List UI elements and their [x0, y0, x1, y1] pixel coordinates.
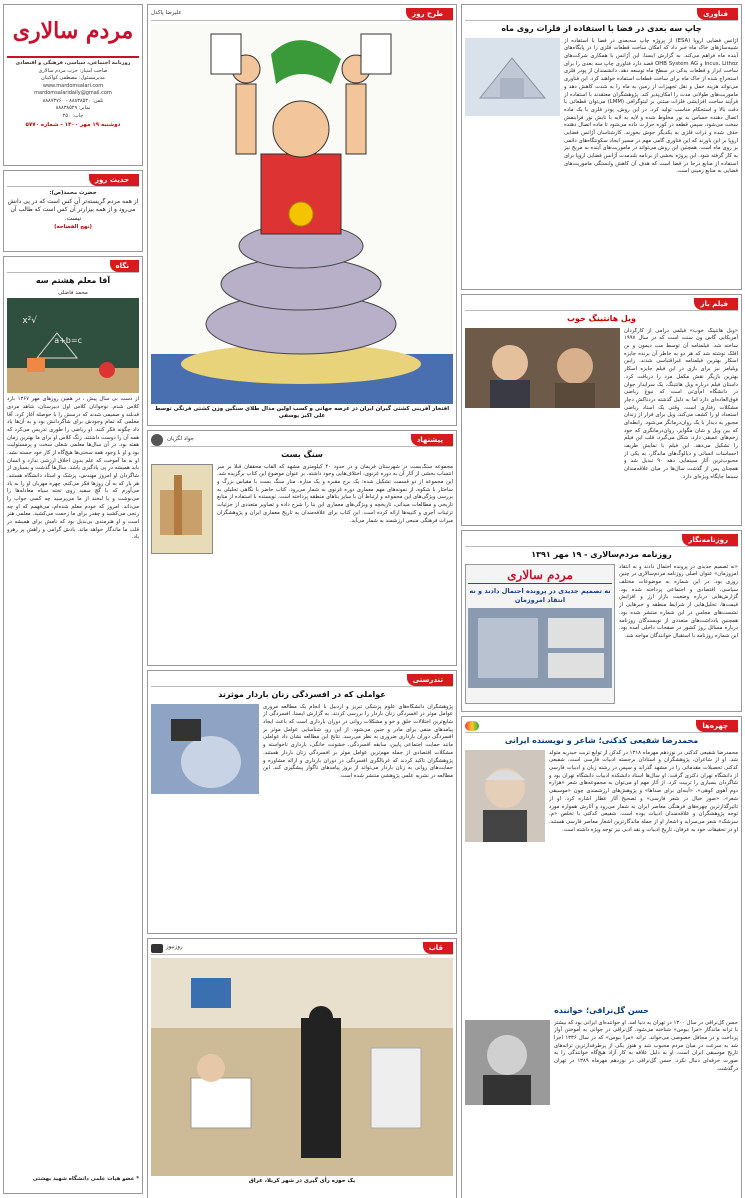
section-tag: تندرستی: [407, 674, 453, 686]
section-tag: حدیث روز: [89, 174, 139, 186]
masthead-line: نمابر: ۸۸۸۳۸۵۲۹: [55, 105, 91, 111]
chalkboard-image: [7, 298, 139, 393]
cartoon-author: علیرضا پاکدل: [151, 10, 182, 17]
right-column: [461, 4, 742, 1198]
photo-caption: یک حوزه رأی گیری در شهر کربلا، عراق: [248, 1178, 356, 1184]
cartoon-box: [147, 4, 457, 426]
person-bio: محمدرضا شفیعی کدکنی در نوزدهم مهرماه ۱۳۱۸ در کدکن از توابع تربت حیدریه متولد شد. او از شاعران، پژوهشگران و استادان برجسته ادبیات فارسی است. شفیعی کدکنی تحصیلات مقدماتی را در مشهد گذراند و سپس در رشته زبان و ادبیات فارسی از دانشگاه تهران دکتری گرفت. او سال‌ها استاد دانشکده ادبیات دانشگاه تهران بود و شاگردان بسیاری را تربیت کرد. از آثار مهم او می‌توان به مجموعه‌های شعر «هزاره دوم آهوی کوهی»، «آینه‌ای برای صداها» و پژوهش‌های ارزشمندی چون «موسیقی شعر»، «صور خیال در شعر فارسی» و تصحیح آثار عطار اشاره کرد. او از تاثیرگذارترین چهره‌های فرهنگی معاصر ایران به شمار می‌رود و آثارش همواره مورد توجه پژوهشگران و علاقه‌مندان ادبیات بوده است. شفیعی کدکنی با تخلص «م. سرشک» شعر می‌سراید و اشعار او از جمله ماندگارترین اشعار معاصر فارسی هستند. او در تحقیقات خود به عرفان، تاریخ ادبیات و نقد ادبی نیز توجه ویژه داشته است.: [549, 749, 738, 833]
newspaper-thumbnail[interactable]: [465, 564, 615, 704]
article-title: آقا معلم هشتم سه: [35, 276, 111, 285]
middle-column: [147, 4, 457, 1198]
thumbnail-logo: مردم سالاری: [468, 567, 612, 584]
article-body: از دست بی سال پیش ، در همین روزهای مهر ۱۳۶۷ بارد کلاس شدم. نوجوانان کلاس اول دبیرستان، شاهد مردی قدبلند و صمیمی شدند که درسش را با حوصله آغاز کرد. آقا معلمی که تمام وجودش برای شاگردانش بود و به آن‌ها یاد داد چگونه فکر کنند. او ریاضی را طوری تدریس می‌کرد که همه آن را دوست داشتند. زنگ کلاس او برای ما بهترین زمان هفته بود. در آن سال‌ها معلمی شغلی سخت و پرمسئولیت بود و او با وجود همه سختی‌ها هیچ‌گاه از کار خود خسته نشد. او به ما آموخت که علم بدون اخلاق ارزشی ندارد و انسان باید همیشه در پی یادگیری باشد. سال‌ها گذشت و بسیاری از شاگردان او امروز مهندس، پزشک و استاد دانشگاه هستند. هر بار که به آن روزها فکر می‌کنم، چهره مهربان او را به یاد می‌آورم که با گچ سفید روی تخته سیاه معادله‌ها را می‌نوشت و با لبخند از ما می‌پرسید چه کسی جواب را می‌داند. امروز که خودم معلم شده‌ام، می‌فهمم که او چه رنجی می‌کشید و چقدر برای ما زحمت می‌کشید. معلمی هنر است و او هنرمندی بی‌بدیل بود که نامش برای همیشه در قلب ما ماندگار خواهد ماند. یادش گرامی و راهش پر رهرو باد.: [7, 396, 139, 541]
wrestler-cartoon-icon: [151, 24, 453, 404]
article-body: «نه تصمیم جدیدی در پرونده احتمال دادند و نه انتقاد امروزمان» عنوان اصلی روزنامه مردم‌سالاری در چنین روزی بود. در این شماره به موضوعات مختلف سیاسی، اقتصادی و اجتماعی پرداخته شده بود. گزارش‌هایی درباره وضعیت بازار ارز و افزایش قیمت‌ها، تحلیل‌هایی از شرایط منطقه و خبرهایی از نشست‌های مجلس در این شماره منتشر شده بود. همچنین یادداشت‌های متعددی از نویسندگان روزنامه درباره مسائل روز کشور در صفحات داخلی آمده بود. این شماره روزنامه با استقبال خوانندگان مواجه شد.: [619, 563, 738, 639]
article-title: ویل هانتینگ خوب: [566, 314, 637, 323]
masthead-logo: مردم سالاری: [7, 8, 139, 58]
roozname-box: [461, 530, 742, 712]
masthead-line: مدیرمسئول: مصطفی کواکبیان: [41, 75, 105, 81]
article-author: محمد فاضلی: [58, 289, 88, 296]
section-tag: طرح روز: [406, 8, 453, 20]
polling-station-photo-icon: [151, 958, 453, 1176]
section-tag: روزنامه‌نگار: [682, 534, 738, 546]
person-title: حسن گل‌نراقی؛ خواننده: [554, 1005, 649, 1015]
negah-box: [3, 256, 143, 1194]
article-author: جواد لگزیان: [167, 436, 194, 443]
article-body: پژوهشگران دانشگاه‌های علوم پزشکی تبریز و اردبیل با انجام یک مطالعه مروری عوامل موثر در افسردگی زنان باردار را بررسی کردند. به گزارش ایسنا، افسردگی از شایع‌ترین اختلالات خلق و خو و مشکلات روانی در دوران بارداری است که باعث ایجاد پیامدهای منفی برای مادر و جنین می‌شود. از این رو، شناسایی عوامل موثر بر افسردگی دوران بارداری ضروری به نظر می‌رسد. نتایج این مطالعه نشان داد عواملی مانند حمایت اجتماعی پایین، سابقه افسردگی، خشونت خانگی، بارداری ناخواسته و مشکلات اقتصادی از جمله مهم‌ترین عوامل موثر بر افسردگی زنان باردار هستند. پژوهشگران تاکید کردند که غربالگری افسردگی در دوران بارداری و ارائه مشاوره و حمایت‌های روانی به زنان باردار می‌تواند از بروز پیامدهای ناگوار پیشگیری کند. این مطالعه در نشریه علمی پژوهشی منتشر شده است.: [263, 703, 453, 779]
film-still-icon: [465, 328, 620, 408]
shafiei-portrait-image: [465, 750, 545, 842]
person-title: محمدرضا شفیعی کدکنی؛ شاعر و نویسنده ایرانی: [504, 736, 699, 745]
article-title: سنگ بست: [281, 450, 323, 459]
hadith-title: حضرت محمد(ص):: [49, 190, 97, 196]
3d-printed-part-icon: [465, 38, 560, 116]
chalkboard-illustration-icon: [7, 298, 139, 393]
article-footer: * عضو هیات علمی دانشگاه شهید بهشتی: [32, 1176, 139, 1183]
masthead-line[interactable]: www.mardomsalari.com: [42, 82, 104, 89]
portrait-icon: [465, 1020, 550, 1105]
cartoon-image: [151, 24, 453, 404]
article-title: چاپ سه بعدی در فضا با استفاده از فلزات روی ماه: [501, 24, 702, 33]
masthead-tagline: روزنامه اجتماعی، سیاسی، فرهنگی و اقتصادی: [15, 60, 131, 66]
hadith-source: (نهج الفصاحه): [54, 223, 92, 230]
thumbnail-photo-icon: [468, 608, 612, 688]
section-tag: فیلم باز: [694, 298, 738, 310]
film-still-image: [465, 328, 620, 408]
masthead-line: چاپ: ۲۵۰: [62, 112, 84, 119]
pregnant-woman-image: [151, 704, 259, 794]
masthead-line: صاحب امتیاز: حزب مردم سالاری: [38, 67, 108, 74]
portrait-icon: [465, 750, 545, 842]
masthead-date: دوشنبه ۱۹ مهر ۱۴۰۰ - شماره ۵۷۷۰: [25, 122, 121, 128]
thumbnail-headline: نه تصمیم جدیدی در پرونده احتمال دادند و نه انتقاد امروزمان: [469, 586, 611, 604]
section-tag: پیشنهاد: [411, 434, 453, 446]
fanavari-box: [461, 4, 742, 290]
section-tag: نگاه: [110, 260, 139, 272]
3d-print-image: [465, 38, 560, 116]
pishnahad-box: [147, 430, 457, 666]
pregnant-woman-icon: [151, 704, 259, 794]
golnaraghi-portrait-image: [465, 1020, 550, 1105]
article-title: عواملی که در افسردگی زنان باردار موثرند: [218, 690, 386, 699]
masthead-line[interactable]: mardomsalaridaily@gmail.com: [34, 90, 112, 96]
person-bio: حسن گل‌نراقی در سال ۱۳۰۰ در تهران به دنیا آمد. او خواننده‌ای ایرانی بود که بیشتر با ترانه ماندگار «مرا ببوس» شناخته می‌شود. گل‌نراقی در جوانی به آموختن آواز پرداخت و در محافل خصوصی می‌خواند. ترانه «مرا ببوس» که در سال ۱۳۳۶ اجرا شد به سرعت در میان مردم محبوب شد و هنوز یکی از پرطرفدارترین ترانه‌های تاریخ موسیقی ایران است. او به دلیل علاقه به کار آزاد هیچ‌گاه خوانندگی را به صورت حرفه‌ای دنبال نکرد. حسن گل‌نراقی در نوزدهم مهرماه ۱۳۸۹ در تهران درگذشت.: [554, 1019, 738, 1072]
masthead: [3, 4, 143, 166]
hadith-text: از همه مردم گریسته‌تر آن کس است که در پی دانش می‌رود و از همه بیزارتر آن کس است که طالب آن نیست.: [7, 197, 139, 223]
photo-credit: روزنیوز: [166, 944, 183, 951]
chehreha-box: [461, 716, 742, 1198]
svg-text:√x²: √x²: [22, 316, 37, 327]
section-tag: فناوری: [697, 8, 738, 20]
hadith-box: [3, 170, 143, 252]
color-ribbon-icon: [465, 721, 479, 731]
section-tag: چهره‌ها: [696, 720, 738, 732]
tandorosti-box: [147, 670, 457, 934]
svg-text:a+b=c: a+b=c: [54, 336, 82, 346]
book-cover-icon: [151, 465, 212, 554]
article-title: روزنامه مردم‌سالاری - ۱۹ مهر ۱۳۹۱: [531, 550, 672, 559]
camera-icon: [151, 944, 163, 953]
article-body: «ویل هانتینگ خوب» فیلمی درامی از کارگردان آمریکایی گاس ون سنت است که در سال ۱۹۹۷ ساخته شد. فیلمنامه آن توسط مت دیمون و بن افلک نوشته شد که هر دو به خاطر آن برنده جایزه اسکار بهترین فیلمنامه غیراقتباسی شدند. رابین ویلیامز نیز برای بازی در این فیلم جایزه اسکار بهترین بازیگر نقش مکمل مرد را دریافت کرد. داستان فیلم درباره ویل هانتینگ، یک سرایدار جوان در دانشگاه ام‌آی‌تی است که نبوغ ریاضی فوق‌العاده‌ای دارد اما به دلیل گذشته دردناکش دچار مشکلات رفتاری است. وقتی یک استاد ریاضی استعداد او را کشف می‌کند، ویل برای فرار از زندان مجبور به دیدار با یک روان‌درمانگر می‌شود. رابطه‌ای که بین ویل و شان مگوایر، روان‌درمانگری که خود زخم‌های عمیقی دارد، شکل می‌گیرد، قلب این فیلم را تشکیل می‌دهد. این فیلم با نمایش ظریف احساسات انسانی و دیالوگ‌های ماندگار، به یکی از محبوب‌ترین آثار سینمایی دهه ۹۰ تبدیل شد و همچنان پس از گذشت سال‌ها در میان علاقه‌مندان سینما جایگاه ویژه‌ای دارد.: [624, 327, 738, 480]
article-body: مجموعه سنگ‌بست در شهرستان فریمان و در حدود ۴۰ کیلومتری مشهد که القاب محققان قبلاً بر سر انتساب بخشی از آثار آن به دوره غزنوی، اختلاف‌هایی وجود داشته، بر عنوان موضوع این کتاب برگزیده شد. این مجموعه از دو قسمت تشکیل شده: یک برج مقبره و یک مناره. منار سنگ بست با مقیاس بزرگ و ساختار با شکوه، از نمونه‌های مهم معماری دوره غزنوی به شمار می‌رود. کتاب حاضر با نگاهی تحلیلی به بررسی ویژگی‌های این مجموعه و ارتباط آن با سایر بناهای منطقه پرداخته است. نویسنده با استفاده از منابع تاریخی و مطالعات میدانی، تاریخچه و ویژگی‌های معماری این بنا را شرح داده و تصاویر متعددی از جزئیات تزئینات آجری و کتیبه‌ها ارائه کرده است. این کتاب برای علاقه‌مندان به تاریخ معماری ایران و پژوهشگران میراث فرهنگی منبعی ارزشمند به شمار می‌آید.: [217, 463, 453, 524]
ghab-box: [147, 938, 457, 1198]
article-body: آژانس فضایی اروپا (ESA) از پروژه چاپ سه‌بعدی در فضا با استفاده از شبیه‌سازهای خاک ماه خبر داد که امکان ساخت قطعات فلزی را در پایگاه‌های آینده ماه فراهم می‌کند. به گزارش ایسنا، این آژانس با همکاری شرکت‌های Incus، Lithoz و OHB System AG قصد دارد فناوری چاپ سه بعدی را برای ساخت ابزار و قطعات یدکی در سطح ماه توسعه دهد. دانشمندان از پودر فلزی استخراج شده از خاک ماه برای ساخت قطعات استفاده خواهند کرد. این فناوری می‌تواند هزینه حمل و نقل تجهیزات از زمین به ماه را به شدت کاهش دهد و ماموریت‌های طولانی مدت را امکان‌پذیر کند. پژوهشگران معتقدند با استفاده از فرآیند ساخت افزایشی فلزات مبتنی بر لیتوگرافی (LMM) می‌توان قطعاتی با دقت بالا و استحکام مناسب تولید کرد. در این روش، پودر فلزی با یک ماده اتصال دهنده حساس به نور مخلوط شده و لایه به لایه با تابش نور فرابنفش سخت می‌شود. سپس قطعه در کوره حرارت داده می‌شود تا ماده اتصال دهنده حذف شده و ذرات فلزی به یکدیگر جوش بخورند. کارشناسان آژانس فضایی اروپا بر این باورند که این فناوری گامی مهم در مسیر ایجاد سکونتگاه‌های دائمی بر روی ماه است. همچنین این روش می‌تواند در ماموریت‌های آینده به مریخ نیز به کار گرفته شود. این پروژه بخشی از برنامه بلندمدت آژانس فضایی اروپا برای استفاده از منابع درجا در فضا است که هدف آن کاهش وابستگی ماموریت‌های فضایی به منابع زمینی است.: [564, 37, 738, 175]
left-column: [3, 4, 143, 1198]
author-avatar: [151, 434, 163, 446]
polling-station-image: [151, 958, 453, 1176]
book-cover-image: [151, 464, 213, 554]
film-box: [461, 294, 742, 526]
masthead-line: تلفن: ۸۸۸۳۸۵۳۰ - ۸۸۸۷۳۷۶۰: [42, 97, 104, 104]
section-tag: قاب: [423, 942, 453, 954]
cartoon-caption: افتخار آفرینی کشتی گیران ایران در عرصه جهانی و کسب اولین مدال طلای سنگین وزن کشتی فرنگی توسط علی اکبر یوسفی: [154, 406, 450, 420]
